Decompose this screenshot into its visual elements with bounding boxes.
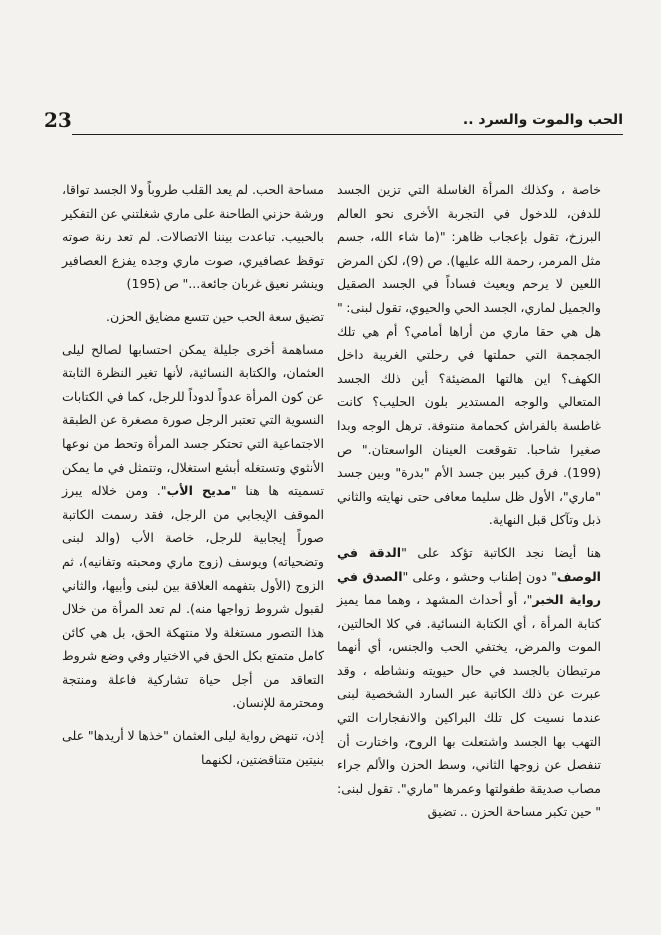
running-header bbox=[38, 98, 623, 138]
text-run: هنا أيضا نجد الكاتبة تؤكد على " bbox=[401, 544, 601, 560]
emphasis: مديح الأب bbox=[166, 483, 231, 499]
text-run: ". ومن خلاله يبرز الموقف الإيجابي من الرجل، فقد رسمت الكاتبة صوراً إيجابية للرجل، خاصة الأب (والد لبنى وتضحياته) ويوسف (زوج ماري ومحبته وتفانيه)، ثم الزوج (الأول بتفهمه العلاقة بين لبنى وأبيها، والثاني لقبول شروط زواجها منه). لم تعد المرأة من خلال هذا التصور مستغلة ولا منتهكة الحق، بل هي كائن كامل متمتع بكل الحق في الاختيار وفي وضع شروط التعاقد من أجل حياة تشاركية فاعلة ومنتجة ومحترمة للإنسان. bbox=[62, 483, 324, 711]
text-run: مساهمة أخرى جليلة يمكن احتسابها لصالح ليلى العثمان، والكتابة النسائية، لأنها تغير النظرة الثابتة عن كون المرأة عدواً لدوداً للرجل، كما في الكتابات النسوية التي تعتبر الرجل صورة مصغرة عن الطبقة الاجتماعية التي تحتكر جسد المرأة وتحط من نوعها الأنثوي وتستغله أبشع استغلال، وتتمثل في ما يمكن تسميته ها هنا " bbox=[62, 341, 324, 499]
header-rule bbox=[72, 134, 623, 135]
emphasis: الدقة في الوصف bbox=[337, 544, 601, 584]
page-number: 23 bbox=[44, 108, 72, 132]
paragraph bbox=[337, 541, 601, 824]
text-run: "، أو أحداث المشهد ، وهما مما يميز كتابة المرأة ، أي الكتابة النسائية. في كلا الحالتين، الموت والمرض، يختفي الحب والجنس، أي أنهما مرتبطان بالجسد في حال حيويته ونشاطه ، وقد عبرت عن ذلك الكاتبة عبر السارد الشخصية لبنى عندما نسيت كل تلك البراكين والانفجارات التي التهب بها الجسد واشتعلت بها الروح، واختارت أن تنفصل عن زوجها الثاني، وسط الحزن والألم جراء مصاب صديقة طفولتها وعمرها "ماري". تقول لبنى: " حين تكبر مساحة الحزن .. تضيق bbox=[337, 592, 601, 820]
paragraph: تضيق سعة الحب حين تتسع مضايق الحزن. bbox=[106, 308, 324, 324]
right-column bbox=[337, 178, 601, 824]
left-column bbox=[62, 178, 324, 771]
paragraph: مساحة الحب. لم يعد القلب طروباً ولا الجسد تواقا، ورشة حزني الطاحنة على ماري شغلتني عن التفكير بالحبيب. تباعدت بيننا الاتصالات. لم تعد رنة صوته توقظ عصافيري، صوت ماري وجده يفزع العصافير وينشر نعيق غربان جائعة..." ص (195) bbox=[62, 182, 324, 292]
running-title: الحب والموت والسرد .. bbox=[462, 112, 623, 128]
paragraph: خاصة ، وكذلك المرأة الغاسلة التي تزين الجسد للدفن، للدخول في التجربة الأخرى نحو العالم البرزخ، تقول بإعجاب ظاهر: "(ما شاء الله، جسم مثل المرمر، رحمة الله عليها). ص (9)، لكن المرض اللعين لا يرحم ويعيث فساداً في الجسد الصقيل والجميل لماري، الجسد الحي والحيوي، تقول لبنى: " هل هي حقا ماري من أراها أمامي؟ أم هي تلك الجمجمة التي حملتها في رحلتي الغريبة داخل الكهف؟ اين هالتها المضيئة؟ أين ذلك الجسد المتعالي والوجه المستدير بلون الحليب؟ كانت غاطسة بالفراش كحمامة منتوفة. ترهل الوجه وبدا صغيرا شاحبا. تقوقعت العينان الواسعتان." ص (199). فرق كبير بين جسد الأم "بدرة" وبين جسد "ماري"، الأول ظل سليما معافى حتى نهايته والثاني ذبل وتآكل قبل النهاية. bbox=[337, 182, 601, 528]
paragraph bbox=[62, 338, 324, 716]
paragraph: إذن، تنهض رواية ليلى العثمان "خذها لا أريدها" على بنيتين متناقضتين، لكنهما bbox=[62, 728, 324, 767]
text-run: " دون إطناب وحشو ، وعلى " bbox=[402, 568, 557, 584]
emphasis: الصدق في رواية الخبر bbox=[337, 568, 601, 608]
